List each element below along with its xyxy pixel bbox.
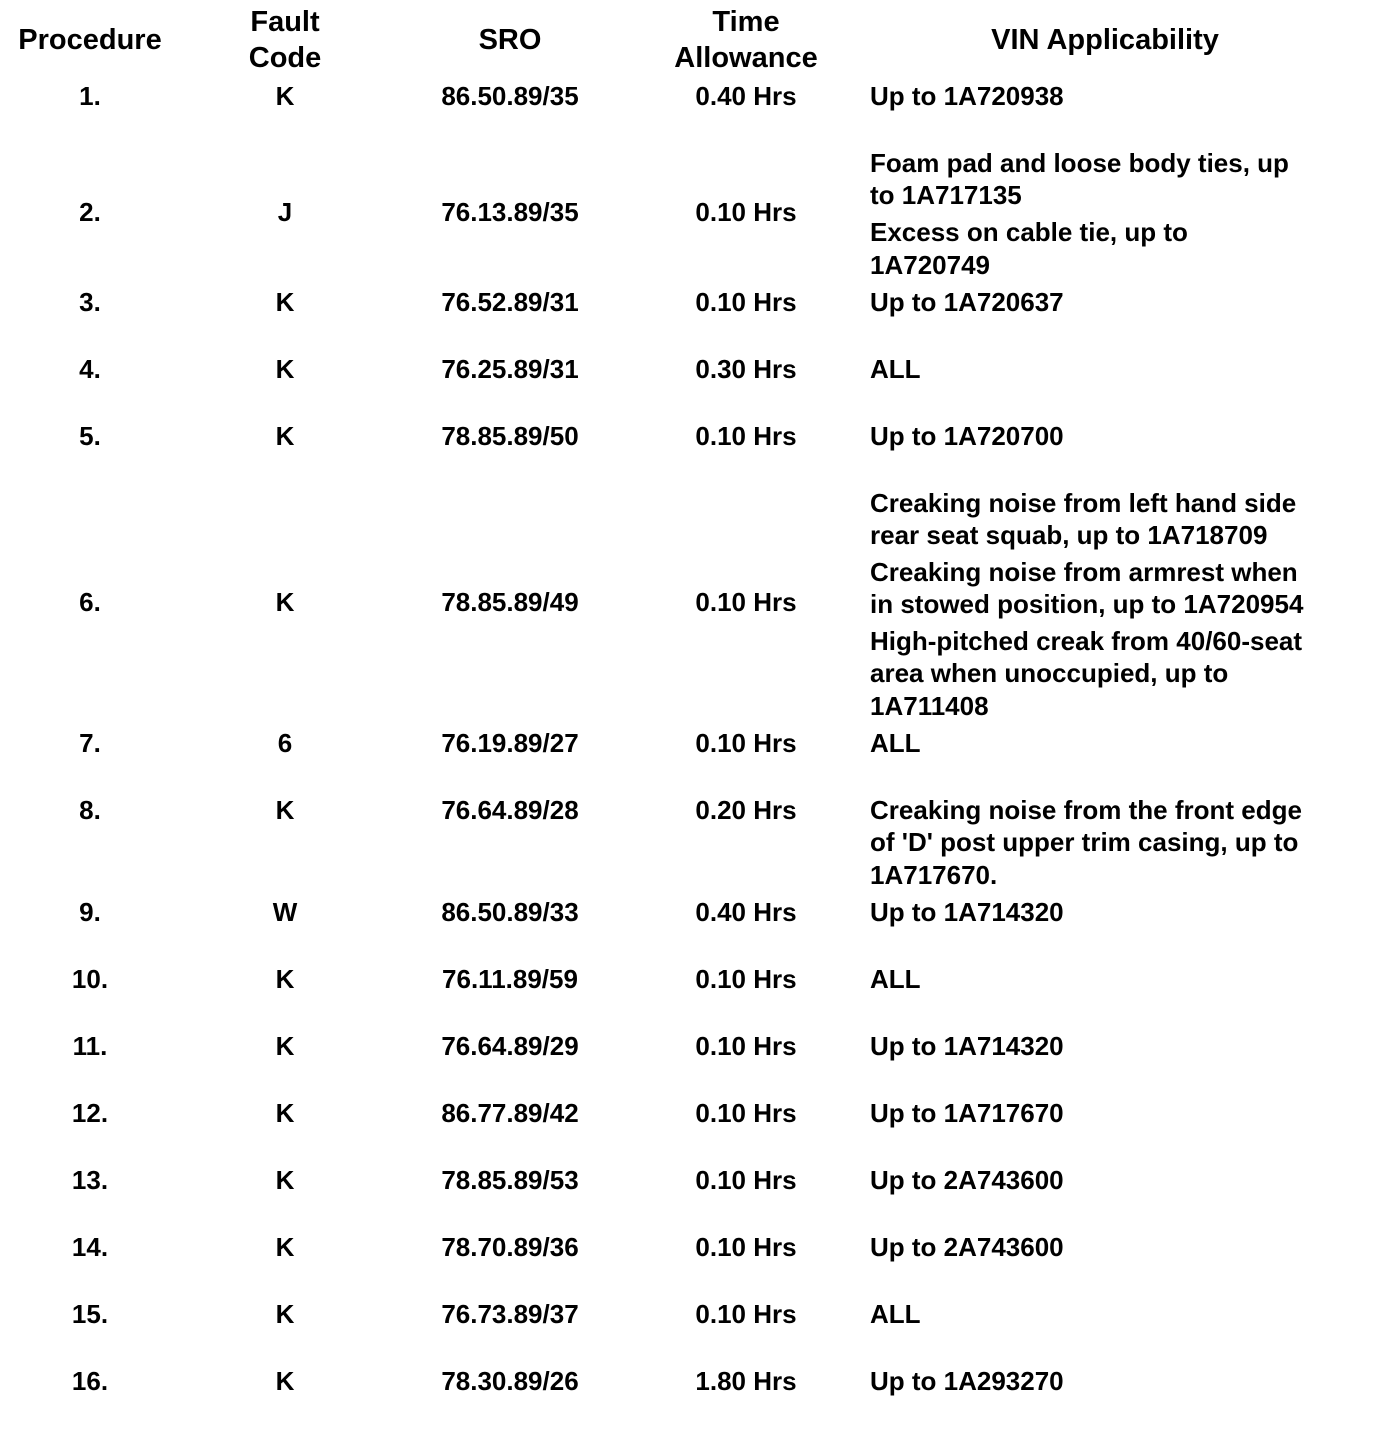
cell-sro: 86.77.89/42 <box>441 1098 579 1128</box>
cell-sro: 78.30.89/26 <box>441 1366 579 1396</box>
cell-fault-code: K <box>275 795 295 825</box>
cell-vin-applicability-line: Up to 1A714320 <box>870 897 1064 927</box>
cell-time-allowance: 0.20 Hrs <box>695 795 797 825</box>
header-fault-code-line2: Code <box>248 42 322 74</box>
header-fault-code <box>225 4 345 76</box>
cell-vin-applicability-line: Up to 1A720938 <box>870 81 1064 111</box>
cell-fault-code: K <box>275 81 295 111</box>
cell-vin-applicability-line: 1A711408 <box>870 691 989 721</box>
cell-sro: 78.85.89/50 <box>441 421 579 451</box>
cell-procedure: 6. <box>79 587 101 617</box>
cell-time-allowance: 0.30 Hrs <box>695 354 797 384</box>
cell-fault-code: K <box>275 1299 295 1329</box>
cell-vin-applicability-line: ALL <box>870 1299 921 1329</box>
cell-sro: 78.85.89/49 <box>441 587 579 617</box>
cell-fault-code: 6 <box>277 728 293 758</box>
cell-vin-applicability-line: 1A717670. <box>870 860 998 890</box>
cell-time-allowance: 0.10 Hrs <box>695 964 797 994</box>
cell-vin-applicability-line: Up to 1A720637 <box>870 287 1064 317</box>
cell-time-allowance: 0.10 Hrs <box>695 1031 797 1061</box>
header-time-line2: Allowance <box>674 42 818 74</box>
cell-sro: 76.64.89/28 <box>441 795 579 825</box>
cell-vin-applicability-line: Creaking noise from armrest when <box>870 557 1298 587</box>
cell-time-allowance: 0.10 Hrs <box>695 421 797 451</box>
cell-sro: 78.70.89/36 <box>441 1232 579 1262</box>
header-time-line1: Time <box>712 6 780 38</box>
header-sro: SRO <box>478 24 542 56</box>
cell-fault-code: K <box>275 421 295 451</box>
cell-time-allowance: 0.10 Hrs <box>695 1165 797 1195</box>
cell-fault-code: K <box>275 1031 295 1061</box>
cell-vin-applicability-line: rear seat squab, up to 1A718709 <box>870 520 1268 550</box>
cell-vin-applicability-line: area when unoccupied, up to <box>870 658 1229 688</box>
cell-time-allowance: 0.10 Hrs <box>695 287 797 317</box>
cell-sro: 76.13.89/35 <box>441 197 579 227</box>
cell-procedure: 14. <box>71 1232 109 1262</box>
cell-sro: 76.73.89/37 <box>441 1299 579 1329</box>
cell-fault-code: K <box>275 1232 295 1262</box>
cell-vin-applicability-line: High-pitched creak from 40/60-seat <box>870 626 1303 656</box>
cell-vin-applicability-line: Up to 1A714320 <box>870 1031 1064 1061</box>
cell-sro: 76.25.89/31 <box>441 354 579 384</box>
cell-time-allowance: 0.10 Hrs <box>695 728 797 758</box>
cell-time-allowance: 0.40 Hrs <box>695 81 797 111</box>
cell-procedure: 8. <box>79 795 101 825</box>
cell-sro: 78.85.89/53 <box>441 1165 579 1195</box>
header-procedure: Procedure <box>18 24 162 56</box>
cell-fault-code: K <box>275 587 295 617</box>
cell-fault-code: K <box>275 354 295 384</box>
cell-sro: 76.19.89/27 <box>441 728 579 758</box>
header-time-allowance <box>646 4 846 76</box>
cell-sro: 86.50.89/35 <box>441 81 579 111</box>
cell-time-allowance: 0.10 Hrs <box>695 1098 797 1128</box>
cell-fault-code: J <box>277 197 293 227</box>
cell-vin-applicability-line: Up to 2A743600 <box>870 1165 1064 1195</box>
cell-fault-code: W <box>272 897 298 927</box>
cell-procedure: 11. <box>72 1031 108 1061</box>
cell-procedure: 10. <box>71 964 109 994</box>
cell-procedure: 9. <box>79 897 101 927</box>
cell-fault-code: K <box>275 1165 295 1195</box>
cell-sro: 76.64.89/29 <box>441 1031 579 1061</box>
cell-procedure: 15. <box>71 1299 109 1329</box>
cell-vin-applicability-line: Up to 1A720700 <box>870 421 1064 451</box>
cell-procedure: 1. <box>79 81 101 111</box>
cell-vin-applicability-line: Up to 1A717670 <box>870 1098 1064 1128</box>
cell-vin-applicability-line: ALL <box>870 354 921 384</box>
cell-time-allowance: 0.10 Hrs <box>695 1232 797 1262</box>
cell-time-allowance: 0.10 Hrs <box>695 587 797 617</box>
cell-vin-applicability-line: ALL <box>870 964 921 994</box>
cell-time-allowance: 0.40 Hrs <box>695 897 797 927</box>
cell-sro: 76.52.89/31 <box>441 287 579 317</box>
cell-procedure: 12. <box>71 1098 109 1128</box>
cell-procedure: 7. <box>79 728 101 758</box>
cell-vin-applicability-line: Creaking noise from left hand side <box>870 488 1297 518</box>
cell-procedure: 2. <box>79 197 101 227</box>
cell-vin-applicability-line: 1A720749 <box>870 250 990 280</box>
cell-vin-applicability-line: Foam pad and loose body ties, up <box>870 148 1289 178</box>
cell-procedure: 3. <box>79 287 101 317</box>
cell-vin-applicability-line: of 'D' post upper trim casing, up to <box>870 827 1299 857</box>
cell-fault-code: K <box>275 1366 295 1396</box>
cell-time-allowance: 0.10 Hrs <box>695 197 797 227</box>
cell-vin-applicability-line: ALL <box>870 728 921 758</box>
cell-vin-applicability-line: to 1A717135 <box>870 180 1022 210</box>
cell-fault-code: K <box>275 964 295 994</box>
cell-procedure: 4. <box>79 354 101 384</box>
header-fault-code-line1: Fault <box>250 6 320 38</box>
cell-procedure: 16. <box>71 1366 109 1396</box>
header-vin-applicability: VIN Applicability <box>991 24 1219 56</box>
cell-procedure: 5. <box>79 421 101 451</box>
cell-vin-applicability-line: Up to 2A743600 <box>870 1232 1064 1262</box>
cell-vin-applicability-line: Up to 1A293270 <box>870 1366 1064 1396</box>
cell-vin-applicability-line: Excess on cable tie, up to <box>870 217 1188 247</box>
cell-time-allowance: 0.10 Hrs <box>695 1299 797 1329</box>
cell-sro: 76.11.89/59 <box>442 964 578 994</box>
cell-procedure: 13. <box>71 1165 109 1195</box>
cell-fault-code: K <box>275 1098 295 1128</box>
cell-fault-code: K <box>275 287 295 317</box>
cell-time-allowance: 1.80 Hrs <box>695 1366 797 1396</box>
cell-vin-applicability-line: Creaking noise from the front edge <box>870 795 1302 825</box>
cell-sro: 86.50.89/33 <box>441 897 579 927</box>
cell-vin-applicability-line: in stowed position, up to 1A720954 <box>870 589 1304 619</box>
